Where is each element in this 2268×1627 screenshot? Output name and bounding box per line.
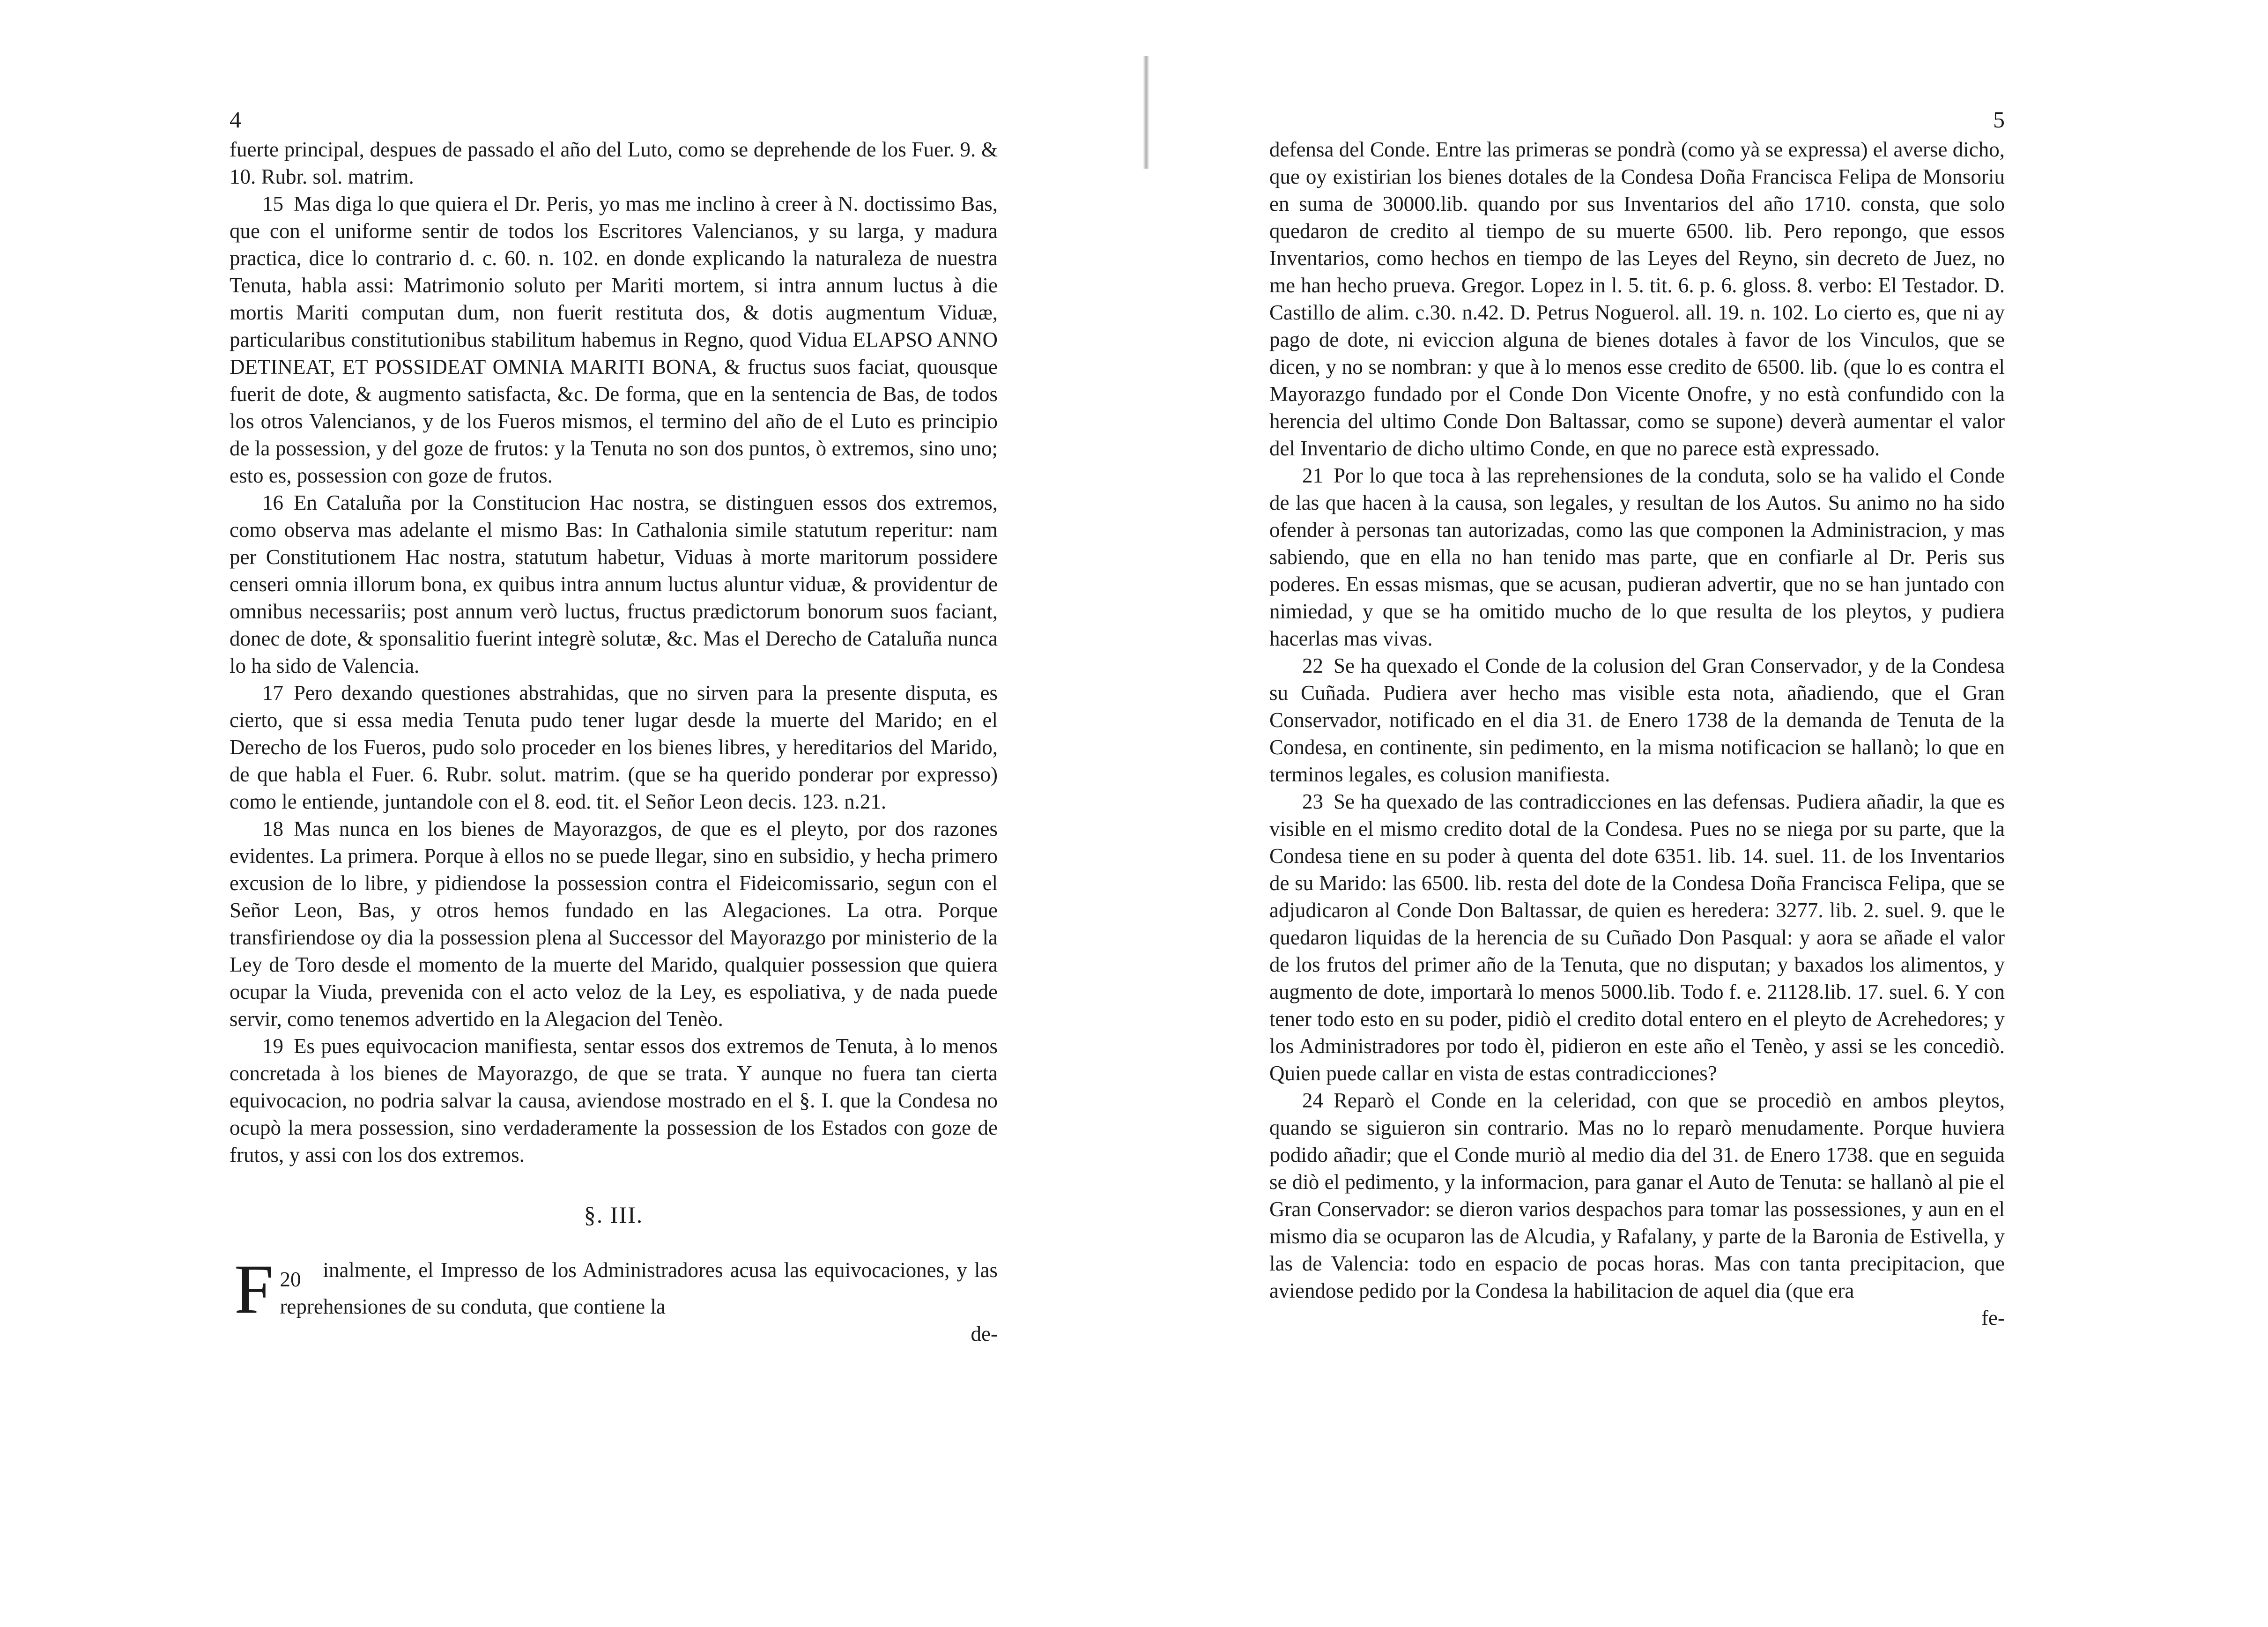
paragraph: 24 Reparò el Conde en la celeridad, con que se procediò en ambos pleytos, quando se siguieron sin contrario. Mas no lo reparò menudamente. Porque huviera podido añadir; que el Conde muriò al medio dia del 31. de Enero 1738. que en seguida se diò el pedimento, y la informacion, para ganar el Auto de Tenuta: se hallanò al pie el Gran Conservador: se dieron varios despachos para tomar las possessiones, y aun en el mismo dia se ocuparon las de Alcudia, y Rafalany, y parte de la Baronia de Estivella, y las de Valencia: todo en espacio de pocas horas. Mas con tanta precipitacion, que aviendose pedido por la Condesa la habilitacion de aquel dia (que era xyxy=(1269,1087,2005,1304)
paragraph: 15 Mas diga lo que quiera el Dr. Peris, yo mas me inclino à creer à N. doctissimo Bas, que con el uniforme sentir de todos los Escritores Valencianos, y su larga, y madura practica, dice lo contrario d. c. 60. n. 102. en donde explicando la naturaleza de nuestra Tenuta, habla assi: Matrimonio soluto per Mariti mortem, si intra annum luctus à die mortis Mariti computan dum, non fuerit restituta dos, & dotis augmentum Viduæ, particularibus constitutionibus stabilitum habemus in Regno, quod Vidua ELAPSO ANNO DETINEAT, ET POSSIDEAT OMNIA MARITI BONA, & fructus suos faciat, quousque fuerit de dote, & augmento satisfacta, &c. De forma, que en la sentencia de Bas, de todos los otros Valencianos, y de los Fueros mismos, el termino del año de el Luto es principio de la possession, y del goze de frutos: y la Tenuta no son dos puntos, ò extremos, sino uno; esto es, possession con goze de frutos. xyxy=(230,190,998,489)
paragraph-number: 15 xyxy=(262,192,283,215)
page-number: 5 xyxy=(1993,106,2005,133)
catchword: fe- xyxy=(1981,1306,2005,1330)
section-heading: §. III. xyxy=(584,1202,644,1228)
drop-cap: F xyxy=(234,1250,274,1328)
paragraph: 18 Mas nunca en los bienes de Mayorazgos, de que es el pleyto, por dos razones evidentes. La primera. Porque à ellos no se puede llegar, sino en subsidio, y hecha primero excusion de lo libre, y pidiendose la possession contra el Fideicomissario, segun con el Señor Leon, Bas, y otros hemos fundado en las Alegaciones. La otra. Porque transfiriendose oy dia la possession plena al Successor del Mayorazgo por ministerio de la Ley de Toro desde el momento de la muerte del Marido, qualquier possession que quiera ocupar la Viuda, prevenida con el acto veloz de la Ley, es espoliativa, y de nada puede servir, como tenemos advertido en la Alegacion del Tenèo. xyxy=(230,815,998,1033)
right-page xyxy=(1269,106,2005,1331)
paragraph-number: 22 xyxy=(1302,654,1323,677)
paragraph-number: 19 xyxy=(262,1034,283,1058)
paragraph-number: 16 xyxy=(262,491,283,514)
paragraph: 21 Por lo que toca à las reprehensiones de la conduta, solo se ha valido el Conde de las que hacen à la causa, son legales, y resultan de los Autos. Su animo no ha sido ofender à personas tan autorizadas, como las que componen la Administracion, y mas sabiendo, que en ella no han tenido mas parte, que en confiarle al Dr. Peris sus poderes. En essas mismas, que se acusan, pudieran advertir, que no se han juntado con nimiedad, y que se ha omitido mucho de lo que resulta de los pleytos, y pudiera hacerlas mas vivas. xyxy=(1269,462,2005,652)
paragraph-number: 20 xyxy=(280,1268,301,1291)
paragraph: 17 Pero dexando questiones abstrahidas, que no sirven para la presente disputa, es cierto, que si essa media Tenuta pudo tener lugar desde la muerte del Marido; en el Derecho de los Fueros, pudo solo proceder en los bienes libres, y hereditarios del Marido, de que habla el Fuer. 6. Rubr. solut. matrim. (que se ha querido ponderar por expresso) como le entiende, juntandole con el 8. eod. tit. el Señor Leon decis. 123. n.21. xyxy=(230,679,998,815)
page-number: 4 xyxy=(230,106,241,133)
catchword: de- xyxy=(971,1322,998,1345)
left-page xyxy=(230,106,998,1347)
paragraph: 23 Se ha quexado de las contradicciones en las defensas. Pudiera añadir, la que es visible en el mismo credito dotal de la Condesa. Pues no se niega por su parte, que la Condesa tiene en su poder à quenta del dote 6351. lib. 14. suel. 11. de los Inventarios de su Marido: las 6500. lib. resta del dote de la Condesa Doña Francisca Felipa, que se adjudicaron al Conde Don Baltassar, de quien es heredera: 3277. lib. 2. suel. 9. que le quedaron liquidas de la herencia de su Cuñado Don Pasqual: y aora se añade el valor de los frutos del primer año de la Tenuta, que no disputan; y baxados los alimentos, y augmento de dote, importarà lo menos 5000.lib. Todo f. e. 21128.lib. 17. suel. 6. Y con tener todo esto en su poder, pidiò el credito dotal entero en el pleyto de Acrehedores; y los Administradores por todo èl, pidieron en este año el Tenèo, y assi se les concediò. Quien puede callar en vista de estas contradicciones? xyxy=(1269,788,2005,1087)
paragraph-number: 18 xyxy=(262,817,283,840)
paragraph-number: 23 xyxy=(1302,790,1323,813)
book-gutter xyxy=(1143,56,1149,169)
paragraph: 20 F inalmente, el Impresso de los Administradores acusa las equivocaciones, y las reprehensiones de su conduta, que contiene la xyxy=(234,1250,998,1328)
right-page-text xyxy=(1269,136,2005,1331)
paragraph-number: 17 xyxy=(262,681,283,705)
paragraph: fuerte principal, despues de passado el año del Luto, como se deprehende de los Fuer. 9. & 10. Rubr. sol. matrim. xyxy=(230,138,998,188)
paragraph-number: 24 xyxy=(1302,1089,1323,1112)
paragraph: 22 Se ha quexado el Conde de la colusion del Gran Conservador, y de la Condesa su Cuñada. Pudiera aver hecho mas visible esta nota, añadiendo, que el Gran Conservador, notificado en el dia 31. de Enero 1738 de la demanda de Tenuta de la Condesa, en continente, sin pedimento, en la misma notificacion se hallanò; lo que en terminos legales, es colusion manifiesta. xyxy=(1269,652,2005,788)
left-page-text xyxy=(230,136,998,1347)
paragraph: 16 En Cataluña por la Constitucion Hac nostra, se distinguen essos dos extremos, como observa mas adelante el mismo Bas: In Cathalonia simile statutum reperitur: nam per Constitutionem Hac nostra, statutum habetur, Viduas à morte maritorum possidere censeri omnia illorum bona, ex quibus intra annum luctus aluntur viduæ, & providentur de omnibus necessariis; post annum verò luctus, fructus prædictorum bonorum suos faciant, donec de dote, & sponsalitio fuerint integrè solutæ, &c. Mas el Derecho de Cataluña nunca lo ha sido de Valencia. xyxy=(230,489,998,679)
paragraph-number: 21 xyxy=(1302,464,1323,487)
paragraph: 19 Es pues equivocacion manifiesta, sentar essos dos extremos de Tenuta, à lo menos concretada à los bienes de Mayorazgo, de que se trata. Y aunque no fuera tan cierta equivocacion, no podria salvar la causa, aviendose mostrado en el §. I. que la Condesa no ocupò la mera possession, sino verdaderamente la possession de los Estados con goze de frutos, y assi con los dos extremos. xyxy=(230,1033,998,1168)
paragraph: defensa del Conde. Entre las primeras se pondrà (como yà se expressa) el averse dicho, que oy existirian los bienes dotales de la Condesa Doña Francisca Felipa de Monsoriu en suma de 30000.lib. quando por sus Inventarios del año 1710. consta, que solo quedaron de credito al tiempo de su muerte 6500. lib. Pero repongo, que essos Inventarios, como hechos en tiempo de las Leyes del Reyno, sin decreto de Juez, no me han hecho prueva. Gregor. Lopez in l. 5. tit. 6. p. 6. gloss. 8. verbo: El Testador. D. Castillo de alim. c.30. n.42. D. Petrus Noguerol. all. 19. n. 102. Lo cierto es, que ni ay pago de dote, ni eviccion alguna de bienes dotales à favor de los Vinculos, que se dicen, y no se nombran: y que à lo menos esse credito de 6500. lib. (que lo es contra el Mayorazgo fundado por el Conde Don Vicente Onofre, y no està confundido con la herencia del ultimo Conde Don Baltassar, como se supone) deverà aumentar el valor del Inventario de dicho ultimo Conde, en que no parece està expressado. xyxy=(1269,138,2005,460)
